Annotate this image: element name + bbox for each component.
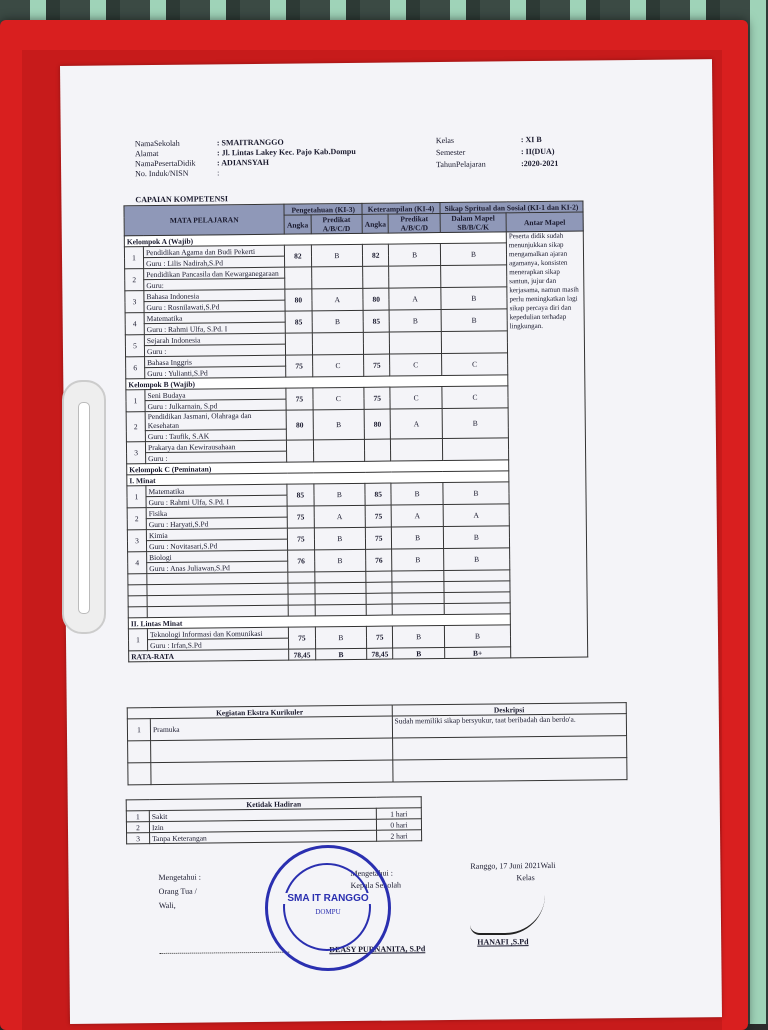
hadir-nama: Izin [149, 819, 376, 832]
subject-teacher: Guru : Irfan,S.Pd [148, 638, 289, 650]
group-label: II. Lintas Minat [128, 614, 510, 629]
label-kelas: Kelas [435, 135, 455, 146]
subject-name: Biologi [147, 550, 288, 562]
subject-no: 1 [124, 247, 143, 269]
value-alamat: : Jl. Lintas Lakey Kec. Pajo Kab.Dompu [216, 146, 356, 158]
subject-no: 1 [126, 390, 145, 412]
subject-name: Teknologi Informasi dan Komunikasi [147, 627, 288, 639]
score-p1: B [315, 626, 367, 649]
score-p2: A [389, 288, 441, 311]
subject-teacher: Guru : Taufik, S.AK [145, 429, 286, 441]
hadir-nama: Sakit [149, 808, 376, 821]
ortu-label: Orang Tua / [158, 886, 197, 897]
score-a1 [285, 267, 311, 289]
attendance-table [126, 796, 422, 844]
th-sikap: Sikap Spritual dan Sosial (KI-1 dan KI-2) [440, 201, 583, 213]
value-nama-peserta: : ADIANSYAH [216, 157, 270, 168]
hadir-val: 2 hari [377, 830, 422, 841]
score-s: B [443, 548, 509, 571]
average-s: B+ [445, 647, 511, 659]
competency-table [123, 201, 588, 663]
score-s: B [444, 625, 510, 648]
group-label: Kelompok A (Wajib) [124, 232, 506, 247]
score-a2: 82 [362, 244, 388, 266]
score-p2: B [391, 483, 443, 506]
subject-name: Pendidikan Pancasila dan Kewarganegaraan [144, 267, 285, 279]
tempat-tanggal: Ranggo, 17 Juni 2021Wali [470, 860, 556, 871]
subject-teacher: Guru : Rahmi Ulfa, S.Pd. I [144, 322, 285, 334]
score-p1: B [312, 310, 364, 333]
score-a1: 80 [285, 289, 311, 311]
ekstra-no: 1 [127, 719, 150, 741]
score-a2: 75 [364, 387, 390, 409]
score-s: B [443, 526, 509, 549]
subject-no: 3 [126, 442, 145, 464]
score-p1: B [313, 409, 365, 440]
score-p2: A [391, 505, 443, 528]
label-alamat: Alamat [134, 148, 159, 159]
score-s: C [442, 386, 508, 409]
subject-name: Fisika [146, 506, 287, 518]
subject-name: Pendidikan Agama dan Budi Pekerti [143, 245, 284, 257]
score-s: C [441, 353, 507, 376]
score-a1: 75 [286, 388, 312, 410]
antar-mapel-text: Peserta didik sudah menunjukkan sikap mengamalkan ajaran agamanya, konsisten menerapkan sikap santun, jujur dan kerjasama, namun masih perlu meningkatkan lagi sikap percaya diri dan kepedulian terhadap lingkungan. [506, 231, 587, 658]
label-nama-peserta: NamaPesertaDidik [134, 158, 196, 169]
score-p2: A [390, 409, 442, 440]
score-p2: B [393, 626, 445, 649]
ortu-signature-line [159, 952, 289, 954]
th-antar-mapel: Antar Mapel [506, 212, 583, 232]
report-card-page [60, 59, 722, 1024]
hadir-no: 3 [127, 833, 150, 844]
subject-name: Matematika [146, 484, 287, 496]
ekstra-desk: Sudah memiliki sikap bersyukur, taat beribadah dan berdo'a. [392, 714, 627, 738]
folder-clip [62, 380, 106, 634]
subject-teacher: Guru : Rahmi Ulfa, S.Pd. I [146, 495, 287, 507]
th-angka-2: Angka [362, 214, 388, 233]
score-a2: 75 [365, 505, 391, 527]
value-kelas: : XI B [520, 134, 542, 145]
ekstra-nama: Pramuka [150, 716, 392, 741]
subject-no: 2 [127, 508, 146, 530]
subject-name: Bahasa Inggris [145, 355, 286, 367]
th-kegiatan: Kegiatan Ekstra Kurikuler [127, 705, 392, 719]
average-a2: 78,45 [367, 648, 393, 659]
score-a2: 75 [366, 626, 392, 648]
subject-no: 1 [128, 629, 147, 651]
kepsek-name: DEASY PURNANITA, S.Pd [329, 944, 426, 955]
label-nisn: No. Induk/NISN [135, 168, 189, 179]
subject-no: 4 [125, 313, 144, 335]
th-hadir: Ketidak Hadiran [126, 797, 421, 811]
score-a1 [287, 440, 313, 462]
section-title: CAPAIAN KOMPETENSI [135, 194, 228, 205]
subject-teacher: Guru : Yulianti,S.Pd [145, 366, 286, 378]
wali-name: HANAFI ,S.Pd [477, 937, 529, 947]
score-s: B [441, 309, 507, 332]
score-a1: 76 [288, 550, 314, 572]
th-angka-1: Angka [284, 215, 310, 234]
subject-no: 4 [128, 552, 147, 574]
subject-no: 3 [125, 291, 144, 313]
group-label: I. Minat [127, 471, 509, 486]
score-p2 [390, 332, 442, 355]
score-p2: B [392, 549, 444, 572]
group-label: Kelompok B (Wajib) [126, 375, 508, 390]
score-a1: 75 [289, 627, 315, 649]
score-s [441, 265, 507, 288]
value-nama-sekolah: : SMAITRANGGO [216, 137, 284, 148]
subject-no: 3 [127, 530, 146, 552]
label-tahun: TahunPelajaran [436, 159, 486, 170]
school-stamp [265, 845, 391, 971]
score-a2: 80 [363, 288, 389, 310]
subject-teacher: Guru : [146, 451, 287, 463]
subject-name: Pendidikan Jasmani, Olahraga dan Kesehatan [145, 410, 286, 430]
score-p1: B [314, 527, 366, 550]
average-p1: B [315, 648, 367, 660]
mengetahui-ortu: Mengetahui : [158, 872, 201, 883]
score-s: B [443, 482, 509, 505]
label-nama-sekolah: NamaSekolah [134, 138, 180, 149]
score-p2 [391, 439, 443, 462]
score-p1: A [311, 288, 363, 311]
kepsek-label: Kepala Sekolah [350, 880, 402, 891]
subject-teacher: Guru : [144, 344, 285, 356]
score-a1: 85 [287, 484, 313, 506]
ekstra-table [127, 702, 628, 785]
hadir-nama: Tanpa Keterangan [150, 830, 377, 843]
score-a1: 85 [285, 311, 311, 333]
score-s: A [443, 504, 509, 527]
subject-name: Prakarya dan Kewirausahaan [145, 440, 286, 452]
label-semester: Semester [435, 147, 466, 158]
score-s [442, 438, 508, 461]
subject-name: Sejarah Indonesia [144, 333, 285, 345]
score-p2: C [390, 387, 442, 410]
score-p1: C [312, 354, 364, 377]
score-a1: 75 [286, 355, 312, 377]
stamp-sub: DOMPU [315, 908, 341, 916]
th-dalam-mapel: Dalam Mapel SB/B/C/K [440, 213, 506, 233]
hadir-val: 1 hari [376, 808, 421, 819]
subject-no: 5 [125, 335, 144, 357]
mengetahui-kepsek: Mengetahui : [350, 868, 393, 879]
score-p2: B [389, 244, 441, 267]
score-p1: B [313, 483, 365, 506]
subject-name: Bahasa Indonesia [144, 289, 285, 301]
subject-teacher: Guru : Lilis Nadirah,S.Pd [144, 256, 285, 268]
value-tahun: :2020-2021 [521, 158, 559, 169]
stamp-name: SMA IT RANGGO [280, 893, 376, 904]
score-s: B [441, 287, 507, 310]
score-p2: C [390, 354, 442, 377]
hadir-no: 1 [126, 811, 149, 822]
score-a2: 80 [364, 409, 391, 439]
average-label: RATA-RATA [129, 649, 289, 662]
score-a1 [286, 333, 312, 355]
subject-teacher: Guru : Rosnilawati,S.Pd [144, 300, 285, 312]
subject-no: 1 [127, 486, 146, 508]
score-a2 [365, 439, 391, 461]
score-p1 [311, 266, 363, 289]
score-p2 [389, 266, 441, 289]
score-a1: 75 [288, 528, 314, 550]
score-a1: 80 [286, 410, 313, 440]
subject-teacher: Guru : Anas Juliawan,S.Pd [147, 561, 288, 573]
th-pengetahuan: Pengetahuan (KI-3) [284, 203, 362, 215]
wali-label: Wali, [158, 900, 176, 911]
score-p1: B [311, 244, 363, 267]
score-s [441, 331, 507, 354]
subject-teacher: Guru: [144, 278, 285, 290]
subject-name: Seni Budaya [145, 388, 286, 400]
score-a2 [363, 266, 389, 288]
hadir-no: 2 [126, 822, 149, 833]
hadir-val: 0 hari [376, 819, 421, 830]
average-p2: B [393, 648, 445, 660]
subject-teacher: Guru : Julkarnain, S.pd [145, 399, 286, 411]
th-mapel: MATA PELAJARAN [124, 204, 285, 236]
subject-teacher: Guru : Haryati,S.Pd [146, 517, 287, 529]
score-a1: 82 [285, 245, 311, 267]
score-p1: C [312, 387, 364, 410]
score-p2: B [392, 527, 444, 550]
subject-name: Matematika [144, 311, 285, 323]
subject-no: 2 [125, 269, 144, 291]
score-a1: 75 [287, 506, 313, 528]
score-p1 [313, 439, 365, 462]
score-p1: A [314, 505, 366, 528]
score-p2: B [389, 310, 441, 333]
score-a2: 85 [365, 483, 391, 505]
subject-no: 6 [126, 357, 145, 379]
score-a2: 85 [363, 310, 389, 332]
average-a1: 78,45 [289, 649, 315, 660]
value-semester: : II(DUA) [520, 146, 555, 157]
group-label: Kelompok C (Peminatan) [127, 460, 509, 475]
score-s: B [442, 408, 508, 439]
subject-name: Kimia [146, 528, 287, 540]
value-nisn: : [217, 168, 220, 178]
score-p1 [312, 332, 364, 355]
score-p1: B [314, 549, 366, 572]
kelas-label: Kelas [516, 873, 535, 883]
score-s: B [440, 243, 506, 266]
th-predikat-1: Predikat A/B/C/D [311, 214, 363, 234]
th-deskripsi: Deskripsi [392, 703, 626, 716]
th-predikat-2: Predikat A/B/C/D [388, 214, 440, 234]
subject-no: 2 [126, 412, 145, 442]
score-a2: 75 [365, 527, 391, 549]
subject-teacher: Guru : Novitasari,S.Pd [146, 539, 287, 551]
score-a2: 75 [364, 354, 390, 376]
score-a2: 76 [366, 549, 392, 571]
score-a2 [363, 332, 389, 354]
th-keterampilan: Keterampilan (KI-4) [362, 203, 440, 215]
